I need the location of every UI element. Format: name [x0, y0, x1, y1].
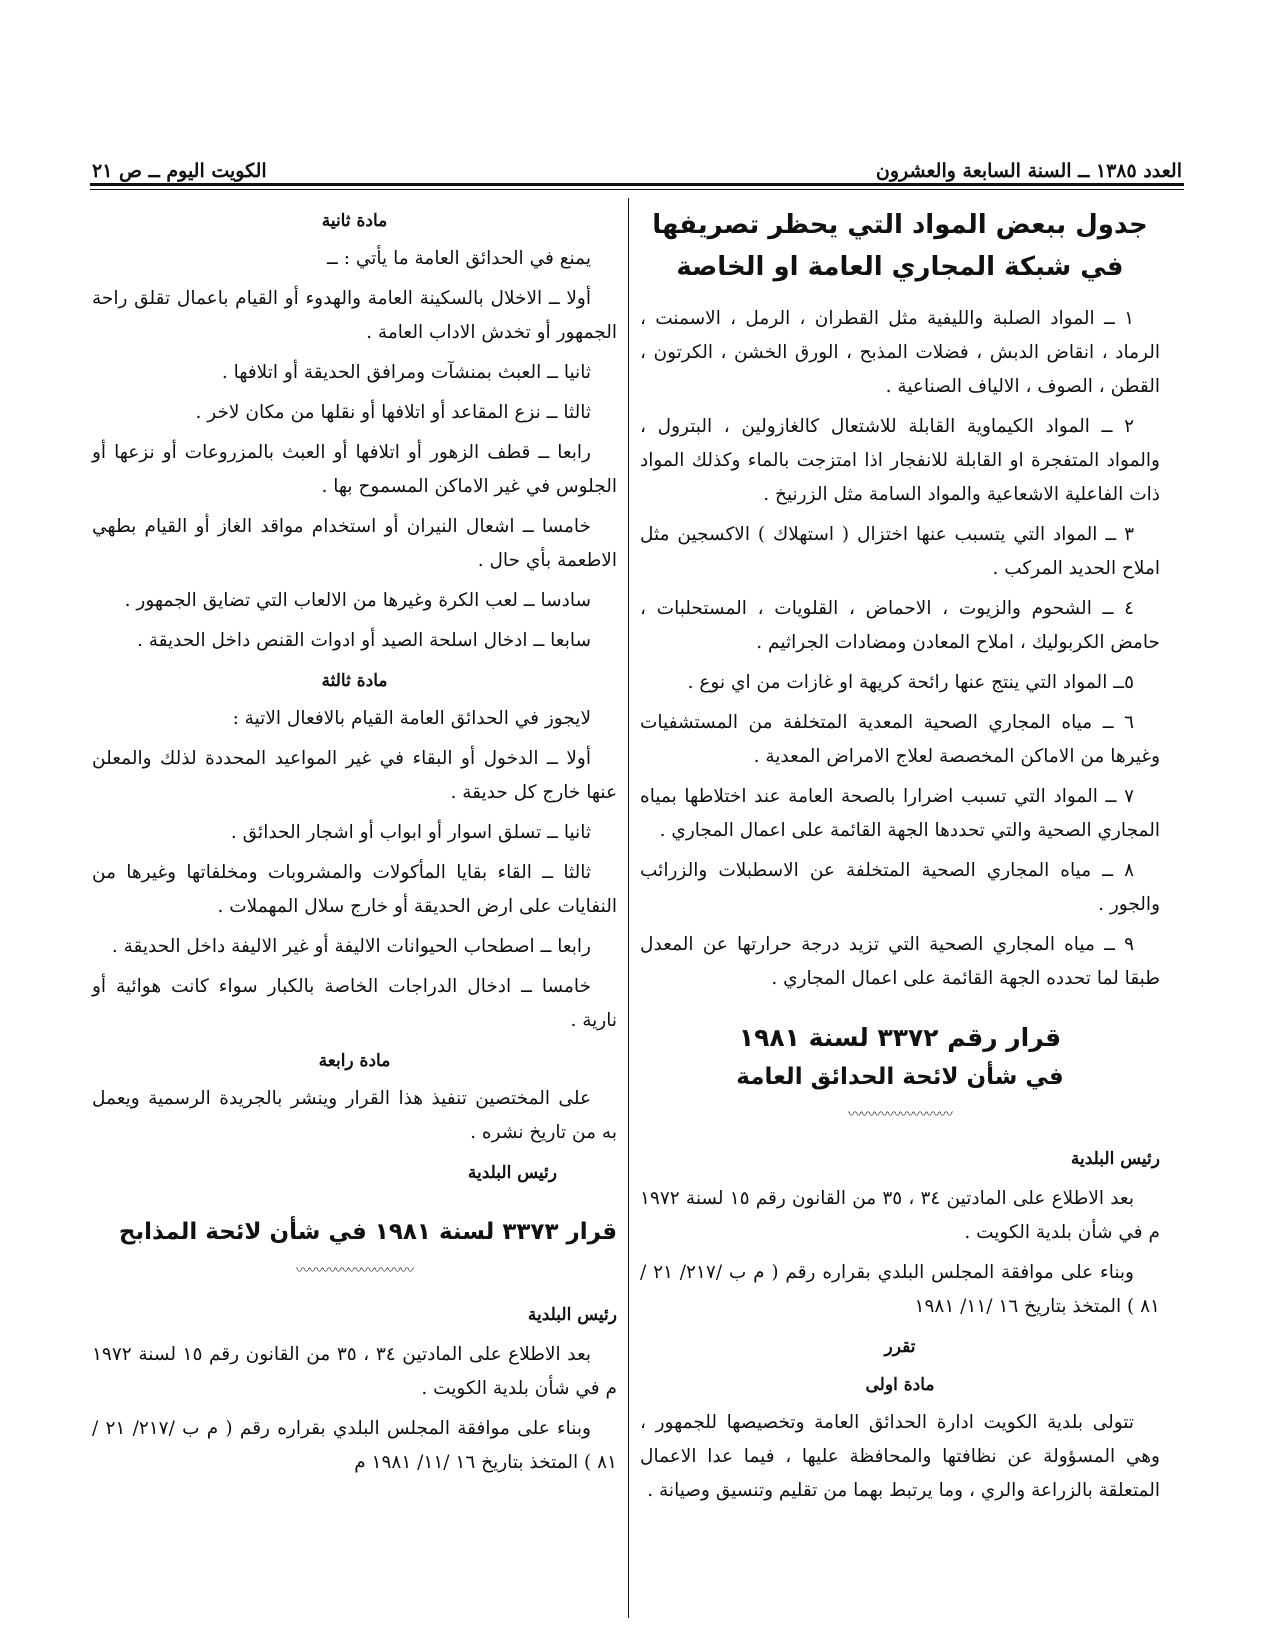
list-item: ٥ــ المواد التي ينتج عنها رائحة كريهة او غازات من اي نوع .	[687, 672, 1134, 693]
preamble-text: بعد الاطلاع على المادتين ٣٤ ، ٣٥ من القانون رقم ١٥ لسنة ١٩٧٢ م في شأن بلدية الكويت .	[92, 1344, 617, 1399]
list-item: رابعا ــ قطف الزهور أو اتلافها أو العبث بالمزروعات أو نزعها أو الجلوس في غير الاماكن المسموح بها .	[92, 442, 617, 497]
list-item: ١ ــ المواد الصلبة والليفية مثل القطران ، الرمل ، الاسمنت ، الرماد ، انقاض الدبش ، فضلات المذبح ، الورق الخشن ، الكرتون ، القطن ، الصوف ، الالياف الصناعية .	[640, 308, 1160, 397]
list-item: أولا ــ الدخول أو البقاء في غير المواعيد المحددة لذلك والمعلن عنها خارج كل حديقة .	[92, 748, 617, 803]
article-heading: مادة رابعة	[318, 1051, 391, 1071]
header-rule	[90, 183, 1184, 186]
wavy-divider: 〰〰〰〰〰〰〰〰	[848, 1107, 952, 1123]
article-intro: لايجوز في الحدائق العامة القيام بالافعال الاتية :	[232, 708, 591, 729]
list-item: ٣ ــ المواد التي يتسبب عنها اختزال ( استهلاك ) الاكسجين مثل املاح الحديد المركب .	[640, 524, 1160, 579]
page-header	[92, 152, 1182, 182]
list-item: أولا ــ الاخلال بالسكينة العامة والهدوء أو القيام باعمال تقلق راحة الجمهور أو تخدش الاداب العامة .	[92, 288, 617, 343]
list-item: خامسا ــ اشعال النيران أو استخدام مواقد الغاز أو القيام بطهي الاطعمة بأي حال .	[92, 516, 617, 571]
signer-title: رئيس البلدية	[1070, 1149, 1160, 1169]
article-heading: مادة ثانية	[321, 211, 388, 231]
list-item: ٦ ــ مياه المجاري الصحية المعدية المتخلفة من المستشفيات وغيرها من الاماكن المخصصة لعلاج الامراض المعدية .	[640, 712, 1160, 767]
column-divider	[628, 198, 629, 1618]
list-item: ثانيا ــ العبث بمنشآت ومرافق الحديقة أو اتلافها .	[221, 362, 591, 383]
wavy-divider: 〰〰〰〰〰〰〰〰〰	[296, 1263, 413, 1279]
signer-title: رئيس البلدية	[527, 1305, 617, 1325]
list-item: ثالثا ــ نزع المقاعد أو اتلافها أو نقلها من مكان لاخر .	[195, 402, 591, 423]
list-item: ثانيا ــ تسلق اسوار أو ابواب أو اشجار الحدائق .	[230, 822, 591, 843]
list-item: خامسا ــ ادخال الدراجات الخاصة بالكبار سواء كانت هوائية أو نارية .	[92, 976, 617, 1031]
header-page-info: الكويت اليوم ــ ص ٢١	[92, 160, 267, 182]
list-item: ٩ ــ مياه المجاري الصحية التي تزيد درجة حرارتها عن المعدل طبقا لما تحدده الجهة القائمة على اعمال المجاري .	[640, 934, 1160, 989]
list-item: ٤ ــ الشحوم والزيوت ، الاحماض ، القلويات ، المستحلبات ، حامض الكربوليك ، املاح المعادن ومضادات الجراثيم .	[640, 598, 1160, 653]
article-text: على المختصين تنفيذ هذا القرار وينشر بالجريدة الرسمية ويعمل به من تاريخ نشره .	[92, 1088, 617, 1143]
resolution-title: قرار ٣٣٧٣ لسنة ١٩٨١ في شأن لائحة المذابح	[118, 1219, 617, 1245]
article-heading: مادة اولى	[865, 1375, 935, 1395]
right-column	[640, 200, 1160, 1514]
header-issue-info: العدد ١٣٨٥ ــ السنة السابعة والعشرون	[875, 160, 1182, 182]
list-item: سادسا ــ لعب الكرة وغيرها من الالعاب التي تضايق الجمهور .	[124, 590, 591, 611]
decision-heading: تقرر	[884, 1337, 916, 1357]
preamble-text: وبناء على موافقة المجلس البلدي بقراره رقم ( م ب /٢١٧/ ٢١ /٨١ ) المتخذ بتاريخ ١٦ /١١/ ١٩٨١	[640, 1262, 1160, 1317]
header-rule-thin	[90, 189, 1184, 190]
resolution-title: قرار رقم ٣٣٧٢ لسنة ١٩٨١	[738, 1023, 1062, 1052]
list-item: ٧ ــ المواد التي تسبب اضرارا بالصحة العامة عند اختلاطها بمياه المجاري الصحية والتي تحددها الجهة القائمة على اعمال المجاري .	[640, 786, 1160, 841]
list-item: سابعا ــ ادخال اسلحة الصيد أو ادوات القنص داخل الحديقة .	[136, 630, 591, 651]
list-item: رابعا ــ اصطحاب الحيوانات الاليفة أو غير الاليفة داخل الحديقة .	[111, 936, 591, 957]
signer-title: رئيس البلدية	[467, 1163, 557, 1183]
preamble-text: بعد الاطلاع على المادتين ٣٤ ، ٣٥ من القانون رقم ١٥ لسنة ١٩٧٢ م في شأن بلدية الكويت .	[640, 1188, 1160, 1243]
article-heading: مادة ثالثة	[321, 671, 388, 691]
table-title: جدول ببعض المواد التي يحظر تصريفها في شبكة المجاري العامة او الخاصة	[652, 210, 1148, 282]
list-item: ثالثا ــ القاء بقايا المأكولات والمشروبات ومخلفاتها وغيرها من النفايات على ارض الحديقة أو خارج سلال المهملات .	[92, 862, 617, 917]
resolution-subtitle: في شأن لائحة الحدائق العامة	[736, 1064, 1064, 1090]
left-column	[92, 200, 617, 1486]
list-item: ٨ ــ مياه المجاري الصحية المتخلفة عن الاسطبلات والزرائب والجور .	[640, 860, 1160, 915]
list-item: ٢ ــ المواد الكيماوية القابلة للاشتعال كالغازولين ، البترول ، والمواد المتفجرة او القابلة للانفجار اذا امتزجت بالماء وكذلك المواد ذات الفاعلية الاشعاعية والمواد السامة مثل الزرنيخ .	[640, 416, 1160, 505]
article-text: تتولى بلدية الكويت ادارة الحدائق العامة وتخصيصها للجمهور ، وهي المسؤولة عن نظافتها والمحافظة عليها ، فيما عدا الاعمال المتعلقة بالزراعة والري ، وما يرتبط بهما من تقليم وتنسيق وصيانة .	[640, 1412, 1160, 1501]
article-intro: يمنع في الحدائق العامة ما يأتي : ــ	[327, 248, 591, 269]
preamble-text: وبناء على موافقة المجلس البلدي بقراره رقم ( م ب /٢١٧/ ٢١ /٨١ ) المتخذ بتاريخ ١٦ /١١/ ١٩٨١ م	[92, 1418, 617, 1473]
